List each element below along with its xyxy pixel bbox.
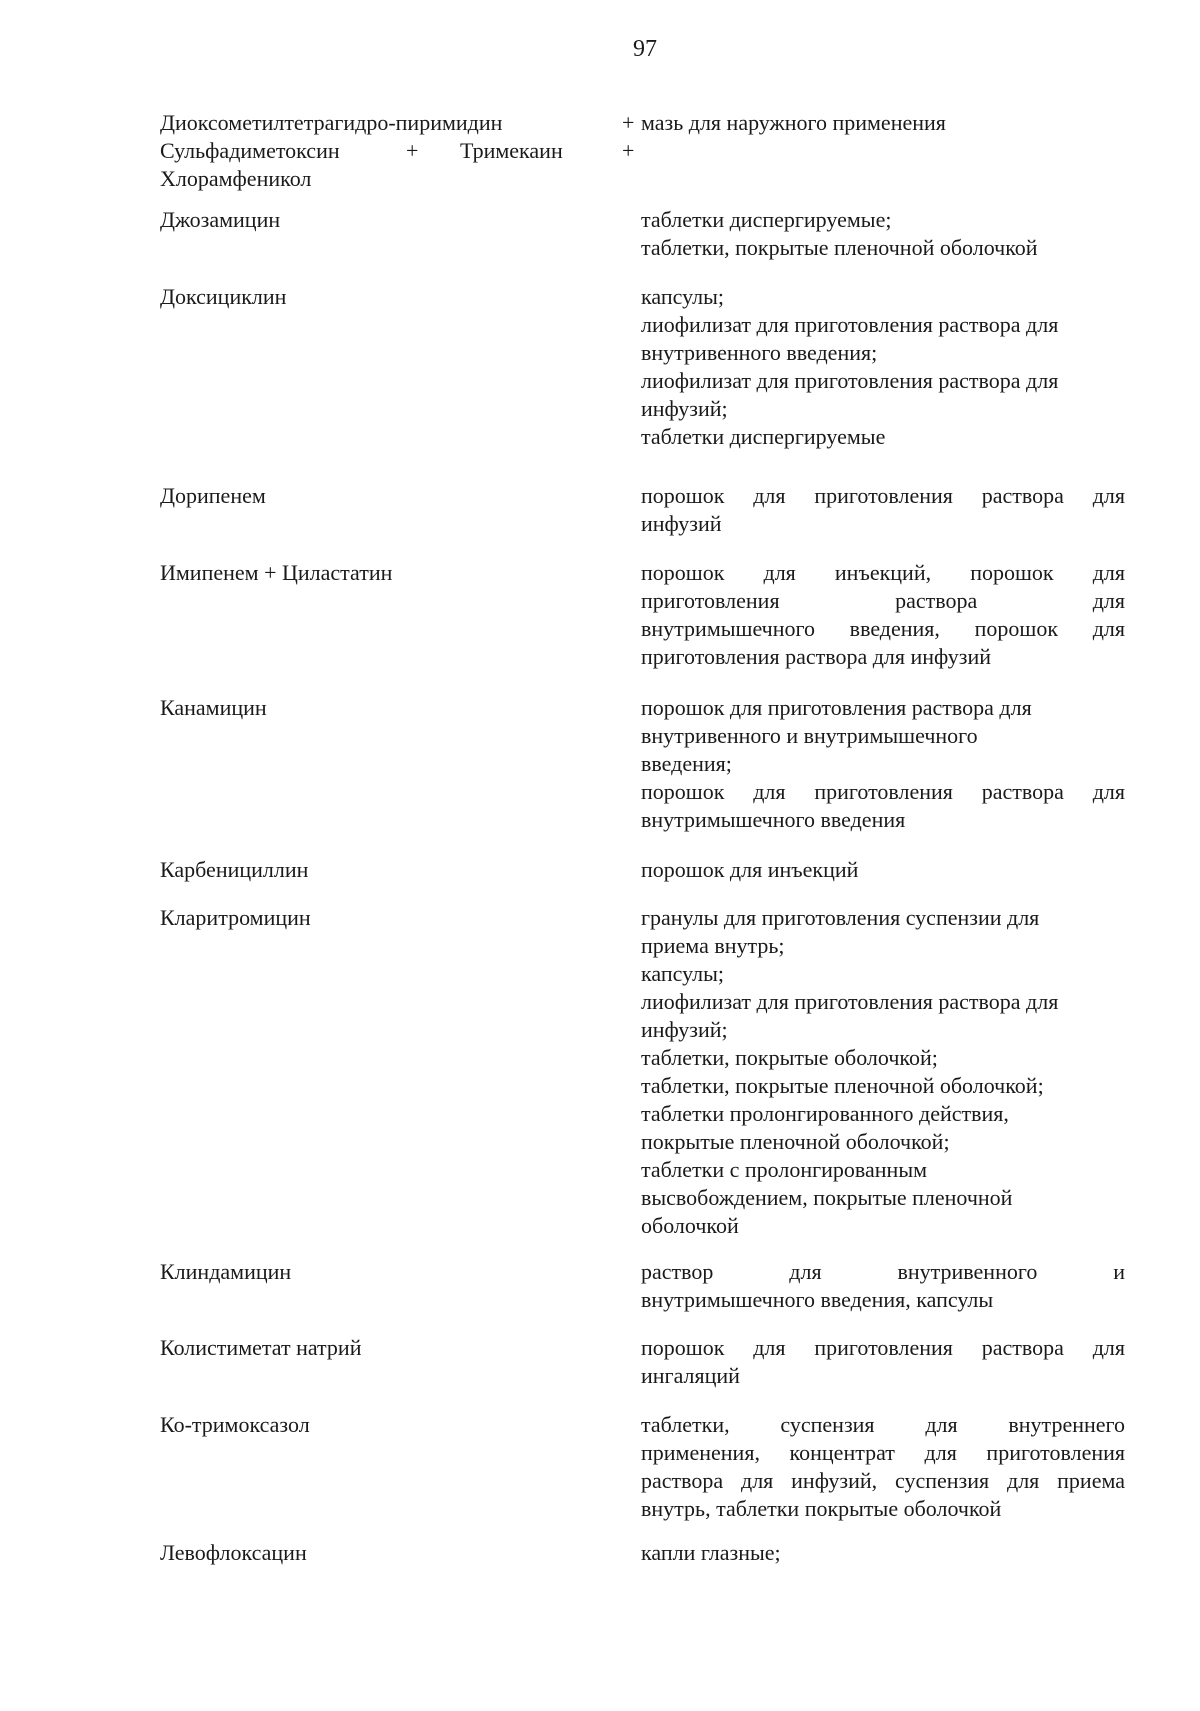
dosage-form-line: таблетки диспергируемые — [641, 424, 886, 449]
dosage-form-line: таблетки, покрытые пленочной оболочкой; — [641, 1073, 1044, 1098]
dosage-form-line: высвобождением, покрытые пленочной — [641, 1185, 1013, 1210]
drug-name: Канамицин — [160, 695, 267, 720]
drug-name: Колистиметат натрий — [160, 1335, 362, 1360]
dosage-form-line: таблетки, суспензия для внутреннего — [641, 1412, 1125, 1437]
dosage-forms — [641, 109, 1125, 137]
drug-name: Карбенициллин — [160, 857, 309, 882]
dosage-form-line: таблетки, покрытые пленочной оболочкой — [641, 235, 1038, 260]
dosage-form-line: инфузий; — [641, 1017, 728, 1042]
dosage-form-line: применения, концентрат для приготовления — [641, 1440, 1125, 1465]
drug-name-line: Тримекаин — [460, 138, 563, 163]
dosage-form-line: капли глазные; — [641, 1540, 781, 1565]
dosage-form-line: порошок для приготовления раствора для — [641, 483, 1125, 508]
dosage-form-line: ингаляций — [641, 1363, 740, 1388]
dosage-form-line: порошок для инъекций, порошок для — [641, 560, 1125, 585]
drug-name: Левофлоксацин — [160, 1540, 307, 1565]
dosage-form-line: капсулы; — [641, 961, 724, 986]
page-number: 97 — [633, 36, 657, 62]
dosage-form-line: инфузий — [641, 511, 722, 536]
dosage-form-line: введения; — [641, 751, 732, 776]
drug-name: Джозамицин — [160, 207, 281, 232]
dosage-forms — [641, 1539, 1125, 1567]
drug-name: Доксициклин — [160, 284, 287, 309]
dosage-form-line: внутривенного и внутримышечного — [641, 723, 978, 748]
plus-sign: + — [622, 138, 635, 163]
dosage-forms — [641, 1411, 1125, 1523]
dosage-form-line: лиофилизат для приготовления раствора для — [641, 312, 1059, 337]
dosage-form-line: приготовления раствора для — [641, 588, 1125, 613]
plus-sign: + — [406, 138, 419, 163]
dosage-form-line: покрытые пленочной оболочкой; — [641, 1129, 950, 1154]
drug-name: Имипенем + Циластатин — [160, 560, 393, 585]
dosage-form-line: порошок для приготовления раствора для — [641, 1335, 1125, 1360]
drug-name: Кларитромицин — [160, 905, 311, 930]
dosage-forms — [641, 206, 1125, 262]
dosage-form-line: внутримышечного введения — [641, 807, 906, 832]
dosage-form-line: раствор для внутривенного и — [641, 1259, 1125, 1284]
drug-name: Ко-тримоксазол — [160, 1412, 310, 1437]
dosage-forms — [641, 283, 1125, 451]
dosage-form-line: внутрь, таблетки покрытые оболочкой — [641, 1496, 1002, 1521]
dosage-form-line: порошок для инъекций — [641, 857, 859, 882]
drug-name-line: Хлорамфеникол — [160, 166, 312, 191]
dosage-form-line: приема внутрь; — [641, 933, 785, 958]
dosage-form-line: капсулы; — [641, 284, 724, 309]
dosage-form-line: лиофилизат для приготовления раствора для — [641, 368, 1059, 393]
dosage-forms — [641, 1334, 1125, 1390]
dosage-form-line: мазь для наружного применения — [641, 110, 946, 135]
drug-name-line: Диоксометилтетрагидро-пиримидин — [160, 110, 503, 135]
dosage-form-line: внутривенного введения; — [641, 340, 878, 365]
dosage-form-line: оболочкой — [641, 1213, 739, 1238]
dosage-form-line: таблетки пролонгированного действия, — [641, 1101, 1009, 1126]
drug-name-line: Сульфадиметоксин — [160, 138, 340, 163]
dosage-form-line: таблетки с пролонгированным — [641, 1157, 928, 1182]
dosage-form-line: порошок для приготовления раствора для — [641, 779, 1125, 804]
dosage-forms — [641, 904, 1125, 1240]
drug-name — [160, 109, 635, 193]
dosage-form-line: приготовления раствора для инфузий — [641, 644, 991, 669]
dosage-form-line: лиофилизат для приготовления раствора для — [641, 989, 1059, 1014]
drug-name: Клиндамицин — [160, 1259, 292, 1284]
dosage-form-line: внутримышечного введения, порошок для — [641, 616, 1125, 641]
dosage-form-line: гранулы для приготовления суспензии для — [641, 905, 1040, 930]
plus-sign: + — [622, 110, 635, 135]
dosage-forms — [641, 694, 1125, 834]
drug-name: Дорипенем — [160, 483, 266, 508]
dosage-forms — [641, 559, 1125, 671]
dosage-form-line: порошок для приготовления раствора для — [641, 695, 1032, 720]
dosage-form-line: раствора для инфузий, суспензия для приема — [641, 1468, 1125, 1493]
dosage-forms — [641, 1258, 1125, 1314]
dosage-forms — [641, 482, 1125, 538]
dosage-form-line: инфузий; — [641, 396, 728, 421]
dosage-form-line: внутримышечного введения, капсулы — [641, 1287, 994, 1312]
dosage-form-line: таблетки, покрытые оболочкой; — [641, 1045, 938, 1070]
dosage-form-line: таблетки диспергируемые; — [641, 207, 892, 232]
dosage-forms — [641, 856, 1125, 884]
